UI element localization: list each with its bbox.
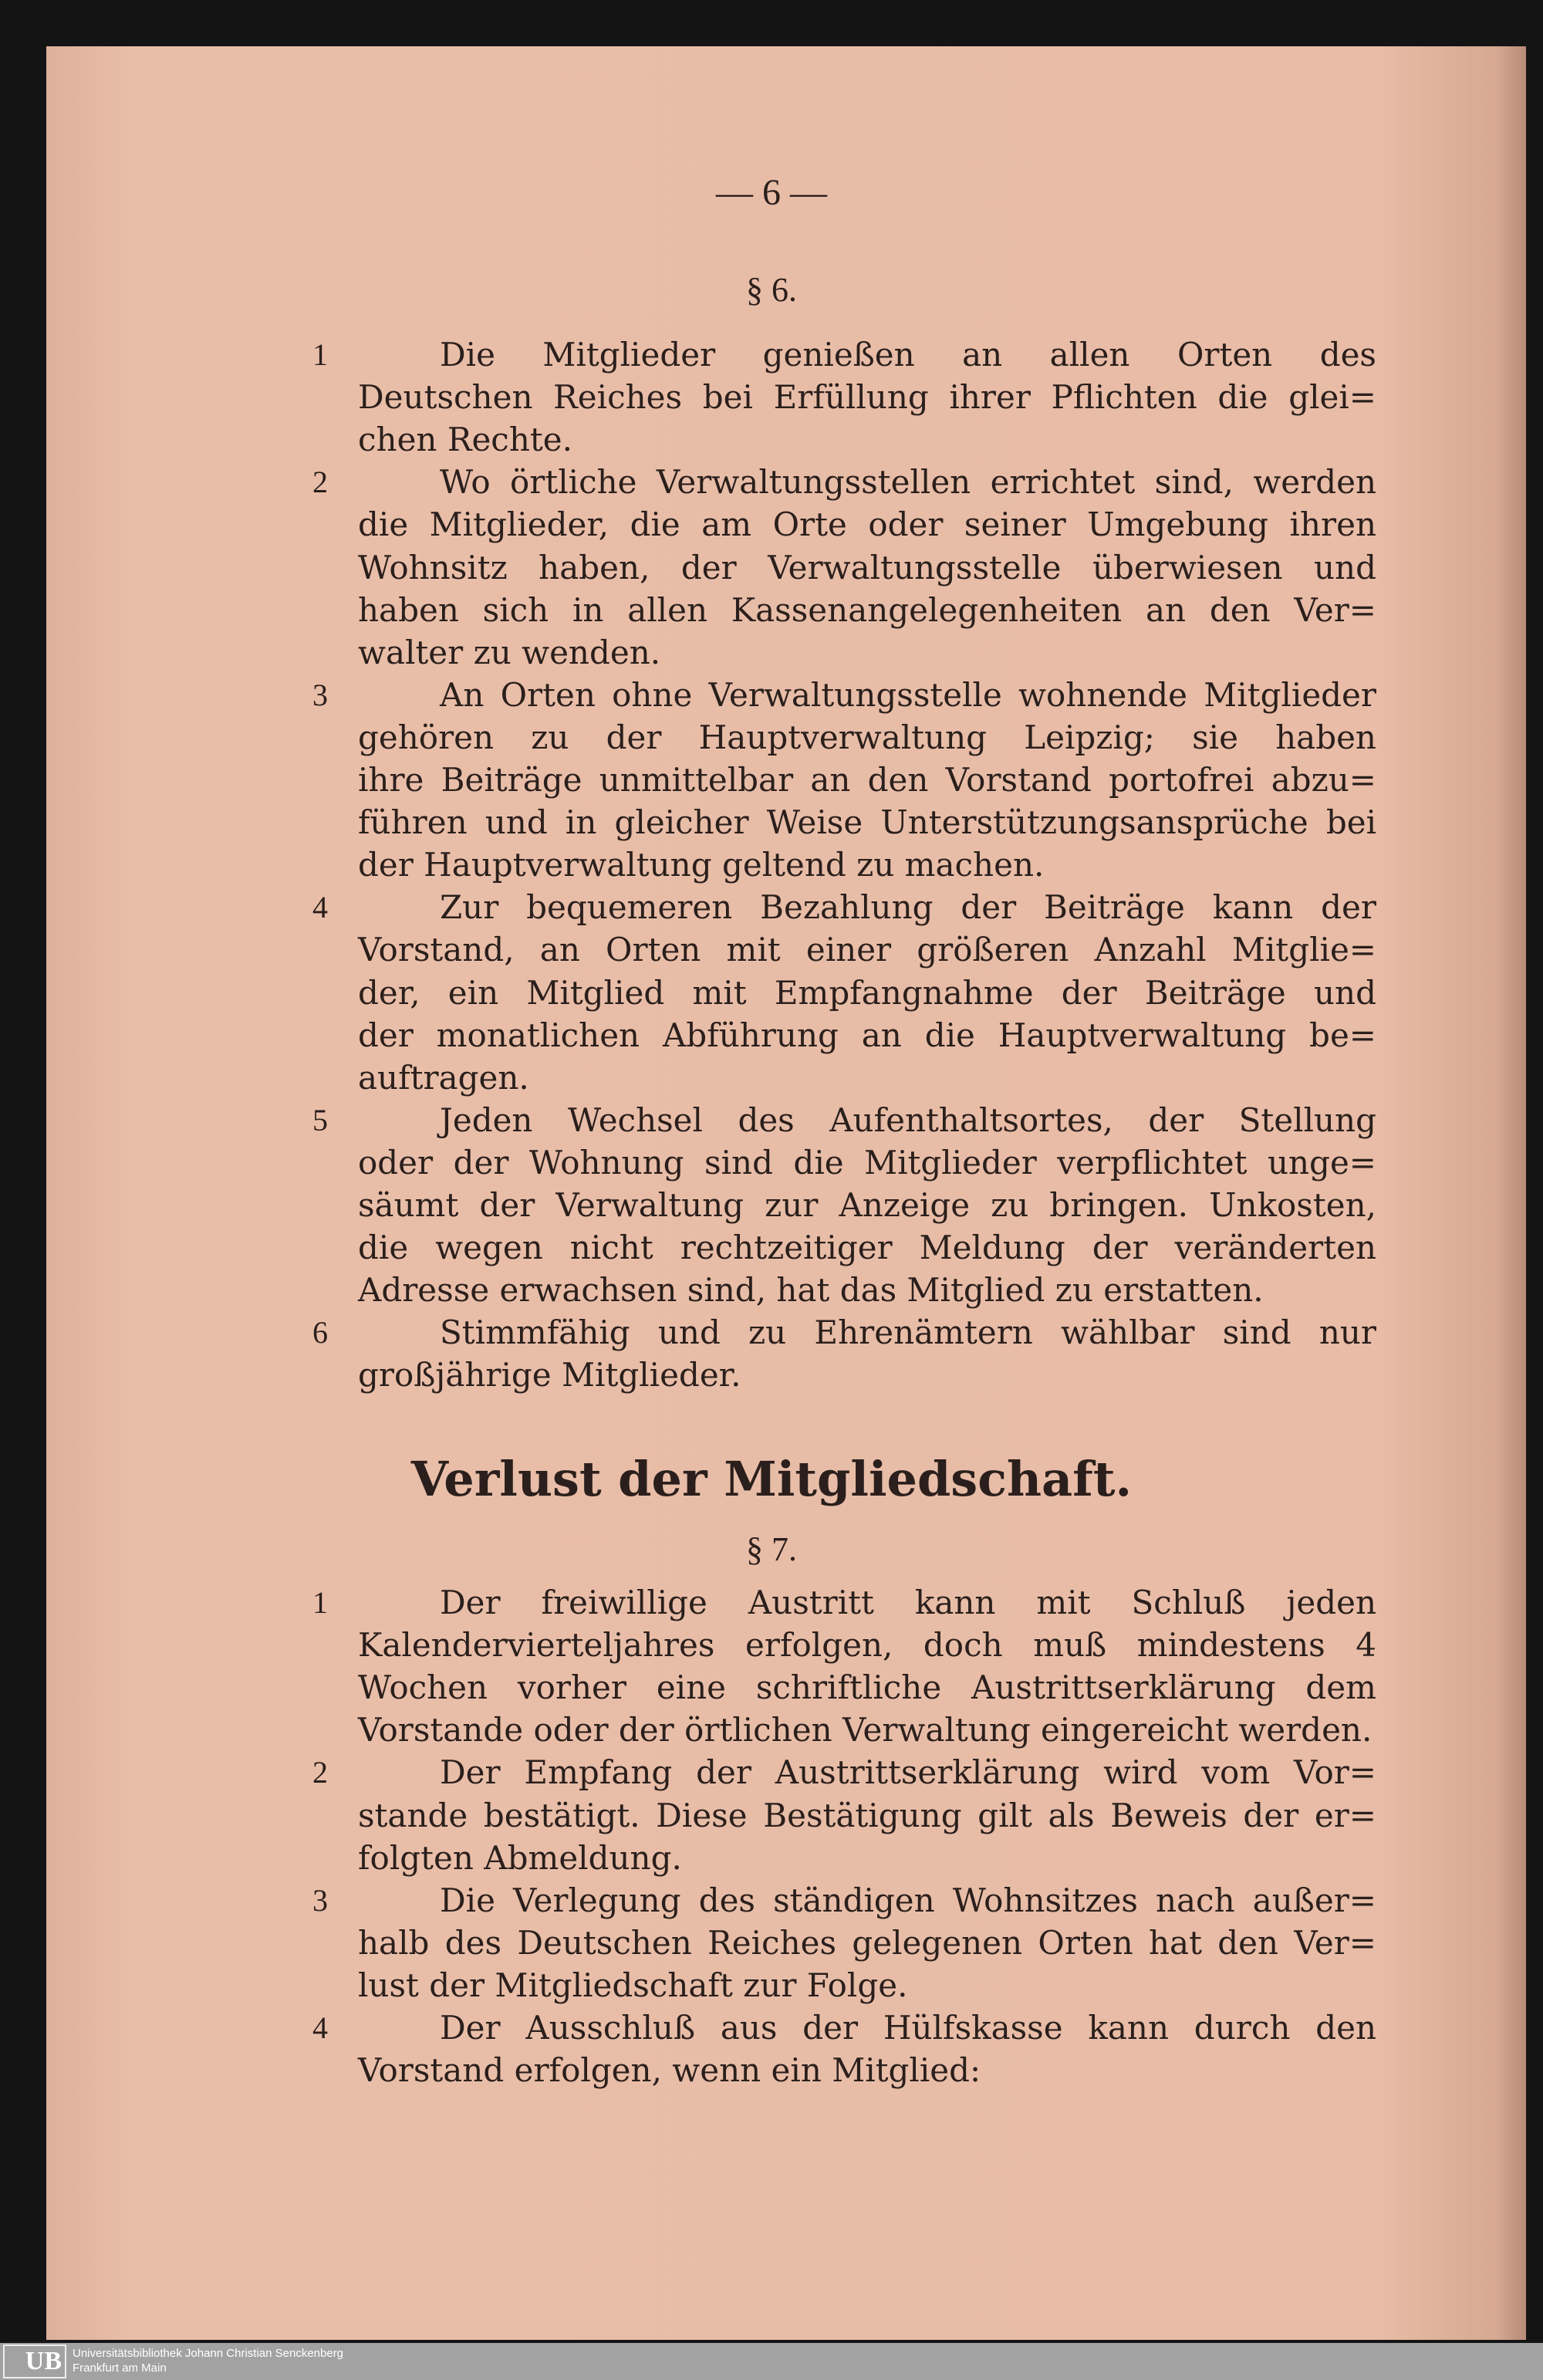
paragraph-number: 2 [312,465,328,500]
text-line: Der freiwillige Austritt kann mit Schluß jeden [440,1584,1376,1621]
text-line: Vorstand, an Orten mit einer größeren Anzahl Mitglie= [358,931,1376,969]
paragraph-number: 4 [312,2010,328,2045]
section-7-title: § 7. [746,1530,797,1568]
text-line: walter zu wenden. [358,633,661,671]
text-line: Zur bequemeren Bezahlung der Beiträge kann der [440,888,1376,927]
text-line: Wochen vorher eine schriftliche Austrittserklärung dem [358,1668,1376,1707]
text-line: Vorstande oder der örtlichen Verwaltung eingereicht werden. [358,1711,1372,1750]
text-line: haben sich in allen Kassenangelegenheiten an den Ver= [358,590,1376,629]
text-line: ihre Beiträge unmittelbar an den Vorstand portofrei abzu= [358,761,1376,799]
text-line: Der Ausschluß aus der Hülfskasse kann durch den [440,2009,1376,2047]
paragraph-number: 6 [312,1315,328,1351]
library-name: Universitätsbibliothek Johann Christian Senckenberg [73,2347,344,2360]
text-line: chen Rechte. [358,421,572,459]
text-line: der, ein Mitglied mit Empfangnahme der Beiträge und [358,973,1376,1012]
paragraph-number: 3 [312,1882,328,1918]
text-line: die Mitglieder, die am Orte oder seiner Umgebung ihren [358,505,1376,544]
text-line: An Orten ohne Verwaltungsstelle wohnende Mitglieder [440,675,1376,714]
text-line: Die Mitglieder genießen an allen Orten des [440,336,1376,374]
text-line: folgten Abmeldung. [358,1838,682,1877]
section-heading: Verlust der Mitgliedschaft. [410,1451,1133,1507]
logo-text: UB [25,2347,62,2375]
library-logo [3,2345,66,2378]
library-location: Frankfurt am Main [73,2361,167,2375]
paragraph-number: 3 [312,677,328,712]
footer-bar [0,2343,1543,2380]
text-line: Stimmfähig und zu Ehrenämtern wählbar sind nur [440,1313,1376,1352]
text-line: stande bestätigt. Diese Bestätigung gilt als Beweis der er= [358,1796,1376,1834]
text-line: gehören zu der Hauptverwaltung Leipzig; sie haben [358,718,1376,756]
paragraph-number: 1 [312,1585,328,1620]
text-line: Deutschen Reiches bei Erfüllung ihrer Pflichten die glei= [358,378,1376,417]
paragraph-number: 4 [312,890,328,925]
text-line: auftragen. [358,1058,529,1097]
text-line: lust der Mitgliedschaft zur Folge. [358,1966,908,2004]
text-line: Adresse erwachsen sind, hat das Mitglied zu erstatten. [358,1271,1264,1310]
text-line: großjährige Mitglieder. [358,1356,741,1395]
text-line: der Hauptverwaltung geltend zu machen. [358,846,1045,884]
text-line: die wegen nicht rechtzeitiger Meldung der veränderten [358,1229,1376,1267]
text-line: Kalendervierteljahres erfolgen, doch muß mindestens 4 [358,1626,1376,1665]
text-line: Wo örtliche Verwaltungsstellen errichtet sind, werden [440,463,1376,502]
text-line: säumt der Verwaltung zur Anzeige zu bringen. Unkosten, [358,1186,1376,1224]
page-number: — 6 — [716,172,827,213]
section-6-title: § 6. [746,271,797,309]
text-line: oder der Wohnung sind die Mitglieder verpflichtet unge= [358,1143,1376,1182]
text-line: Vorstand erfolgen, wenn ein Mitglied: [358,2051,981,2090]
text-line: Der Empfang der Austrittserklärung wird vom Vor= [440,1753,1376,1792]
text-line: Wohnsitz haben, der Verwaltungsstelle überwiesen und [358,548,1376,587]
text-line: der monatlichen Abführung an die Hauptverwaltung be= [358,1016,1376,1054]
paragraph-number: 1 [312,337,328,372]
text-line: halb des Deutschen Reiches gelegenen Orten hat den Ver= [358,1923,1376,1962]
text-line: Jeden Wechsel des Aufenthaltsortes, der Stellung [440,1100,1376,1139]
paragraph-number: 2 [312,1755,328,1790]
text-line: führen und in gleicher Weise Unterstützungsansprüche bei [358,803,1376,842]
text-line: Die Verlegung des ständigen Wohnsitzes nach außer= [440,1881,1376,1919]
paragraph-number: 5 [312,1102,328,1138]
